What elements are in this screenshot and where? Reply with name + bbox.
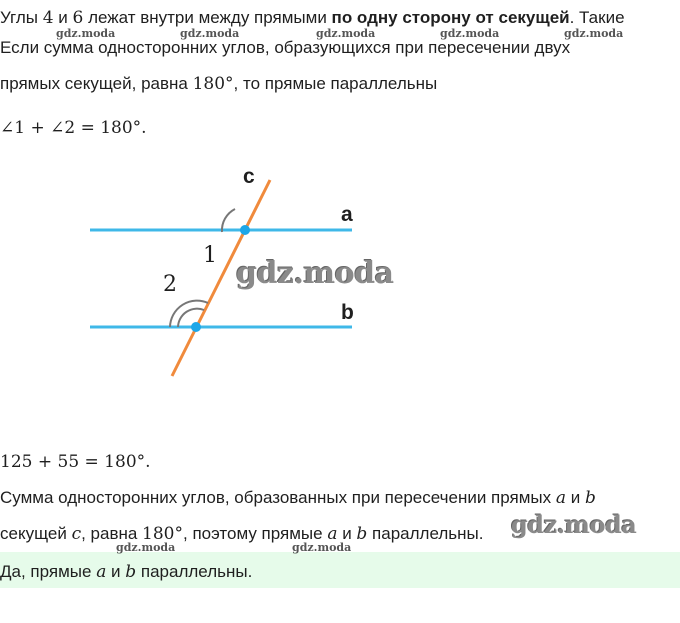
answer-text: и [106,562,126,581]
conclusion-text: и [566,488,585,507]
conclusion-text: секущей [0,524,72,543]
intro-bold-text: по одну сторону от секущей [331,8,570,27]
answer-text: параллельны. [136,562,253,581]
var-a: a [327,524,338,544]
watermark-large: gdz.moda [511,510,637,539]
math-value: 180° [142,524,183,544]
watermark: gdz.moda [292,541,352,554]
intro-text: лежат внутри между прямыми [83,8,332,27]
formula-sum: 125 + 55 = 180°. [0,452,151,472]
var-b: b [584,488,596,508]
math-value: 180° [192,74,234,94]
var-a: a [555,488,566,508]
intro-text: прямых секущей, равна [0,74,193,93]
intro-text: Углы [0,8,43,27]
label-a: a [341,203,353,226]
conclusion-text: параллельны. [367,524,484,543]
var-b: b [125,562,137,582]
answer-line [0,562,252,582]
intro-line-2: Если сумма односторонних углов, образующихся при пересечении двух [0,38,571,57]
label-angle-2: 2 [163,272,177,297]
var-c: c [71,524,82,544]
intro-text: . Такие [569,8,625,27]
label-b: b [341,301,354,324]
angle-number: 4 [42,8,54,28]
watermark: gdz.moda [180,27,240,40]
watermark-large: gdz.moda [236,256,394,291]
answer-text: Да, прямые [0,562,97,581]
watermark: gdz.moda [316,27,376,40]
conclusion-line-2 [0,524,483,544]
var-b: b [356,524,368,544]
conclusion-line-1 [0,488,596,508]
conclusion-text: , равна [81,524,143,543]
conclusion-text: , поэтому прямые [183,524,328,543]
watermark: gdz.moda [116,541,176,554]
watermark: gdz.moda [56,27,116,40]
label-c: c [243,165,255,188]
watermark: gdz.moda [440,27,500,40]
watermark: gdz.moda [564,27,624,40]
conclusion-text: и [337,524,357,543]
label-angle-1: 1 [203,243,217,268]
var-a: a [96,562,107,582]
formula-angles: ∠1 + ∠2 = 180°. [0,118,147,138]
angle-number: 6 [72,8,84,28]
intersection-point-b [191,322,201,332]
intersection-point-a [240,225,250,235]
conclusion-text: Сумма односторонних углов, образованных при пересечении прямых [0,488,556,507]
intro-text: и [53,8,73,27]
intro-text: , то прямые параллельны [233,74,438,93]
